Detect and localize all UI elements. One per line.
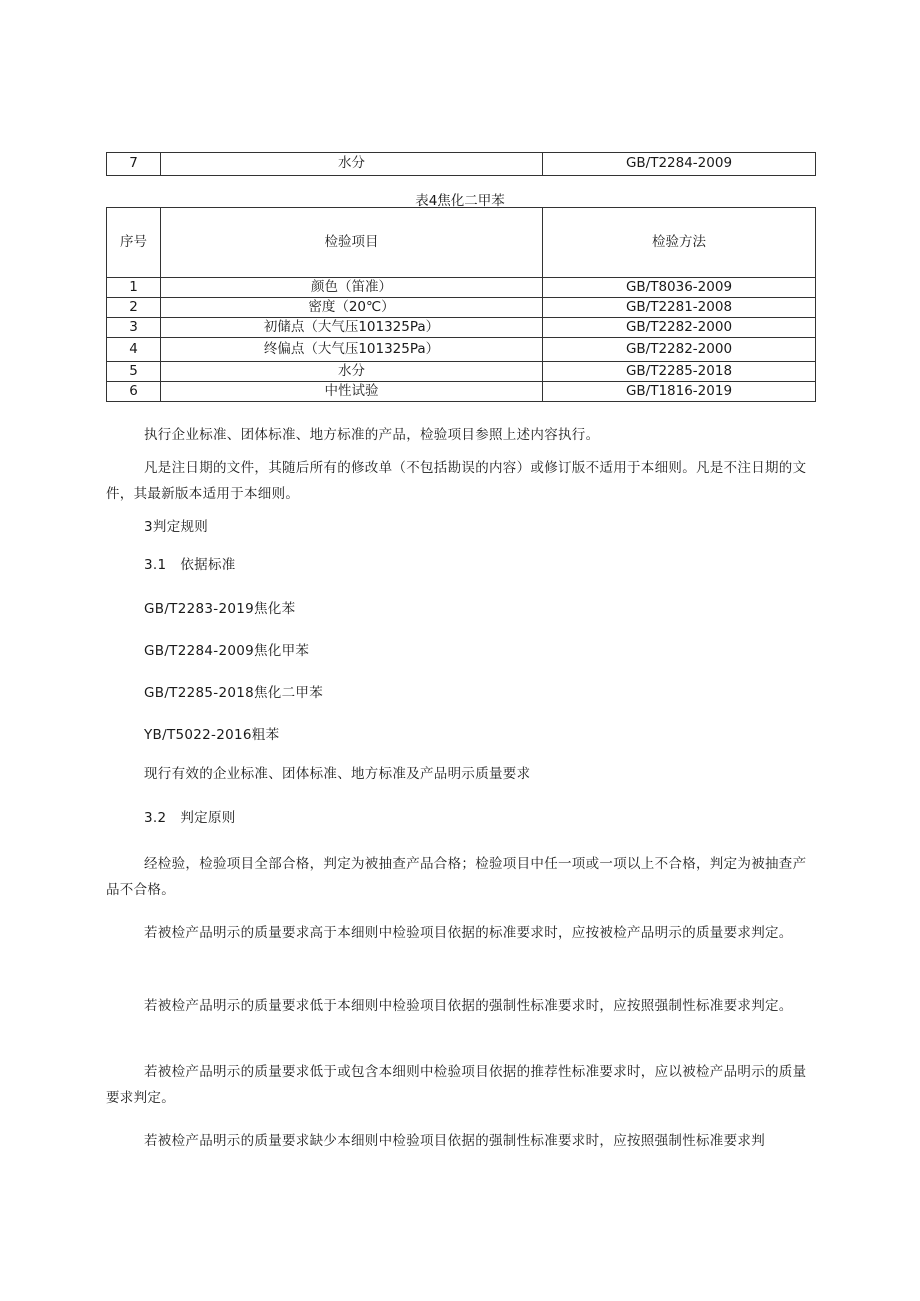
inspection-item: 终偏点（大气压101325Pa） [161,338,543,362]
table4-caption: 表4焦化二甲苯 [415,193,505,209]
inspection-item: 水分 [161,153,543,176]
inspection-method: GB/T2282-2000 [543,318,816,338]
table-row [107,278,816,298]
standard-item: 现行有效的企业标准、团体标准、地方标准及产品明示质量要求 [144,766,531,782]
inspection-item: 颜色（笛准） [161,278,543,298]
enterprise-standards-paragraph: 执行企业标准、团体标准、地方标准的产品，检验项目参照上述内容执行。 [144,427,600,443]
inspection-method: GB/T2281-2008 [543,298,816,318]
row-number: 4 [107,338,161,362]
row-number: 6 [107,382,161,402]
inspection-method: GB/T8036-2009 [543,278,816,298]
table-header-row [107,208,816,278]
inspection-item: 初储点（大气压101325Pa） [161,318,543,338]
row-number: 7 [107,153,161,176]
rule-paragraph-1: 经检验，检验项目全部合格，判定为被抽查产品合格；检验项目中任一项或一项以上不合格，判定为被抽查产品不合格。 [106,856,807,898]
inspection-item: 密度（20℃） [161,298,543,318]
standard-item: GB/T2283-2019焦化苯 [144,601,296,617]
previous-table [106,152,816,176]
header-item: 检验项目 [161,208,543,278]
inspection-method: GB/T1816-2019 [543,382,816,402]
section-title: 依据标准 [180,557,236,573]
section-3-2-heading [144,806,236,826]
standard-item: GB/T2284-2009焦化甲苯 [144,643,310,659]
rule-paragraph-3: 若被检产品明示的质量要求低于本细则中检验项目依据的强制性标准要求时，应按照强制性标准要求判定。 [144,998,793,1014]
row-number: 3 [107,318,161,338]
dated-references-paragraph: 凡是注日期的文件，其随后所有的修改单（不包括勘误的内容）或修订版不适用于本细则。凡是不注日期的文件，其最新版本适用于本细则。 [106,460,807,502]
section-number: 3.2 [144,810,167,826]
section-number: 3.1 [144,557,167,573]
inspection-method: GB/T2285-2018 [543,362,816,382]
header-number: 序号 [107,208,161,278]
standard-item: GB/T2285-2018焦化二甲苯 [144,685,324,701]
rule-paragraph-5: 若被检产品明示的质量要求缺少本细则中检验项目依据的强制性标准要求时，应按照强制性标准要求判 [144,1133,765,1149]
inspection-method: GB/T2282-2000 [543,338,816,362]
section-title: 判定原则 [180,810,236,826]
table-row [107,153,816,176]
table4 [106,207,816,402]
row-number: 1 [107,278,161,298]
standard-item: YB/T5022-2016粗苯 [144,727,280,743]
row-number: 2 [107,298,161,318]
rule-paragraph-2: 若被检产品明示的质量要求高于本细则中检验项目依据的标准要求时，应按被检产品明示的质量要求判定。 [144,925,793,941]
table-row [107,362,816,382]
table-row [107,382,816,402]
section-3-1-heading [144,553,236,573]
inspection-method: GB/T2284-2009 [543,153,816,176]
rule-paragraph-4: 若被检产品明示的质量要求低于或包含本细则中检验项目依据的推荐性标准要求时，应以被检产品明示的质量要求判定。 [106,1064,807,1106]
table-row [107,318,816,338]
inspection-item: 中性试验 [161,382,543,402]
section-3-heading: 3判定规则 [144,519,209,535]
table-row [107,338,816,362]
row-number: 5 [107,362,161,382]
inspection-item: 水分 [161,362,543,382]
table-row [107,298,816,318]
header-method: 检验方法 [543,208,816,278]
